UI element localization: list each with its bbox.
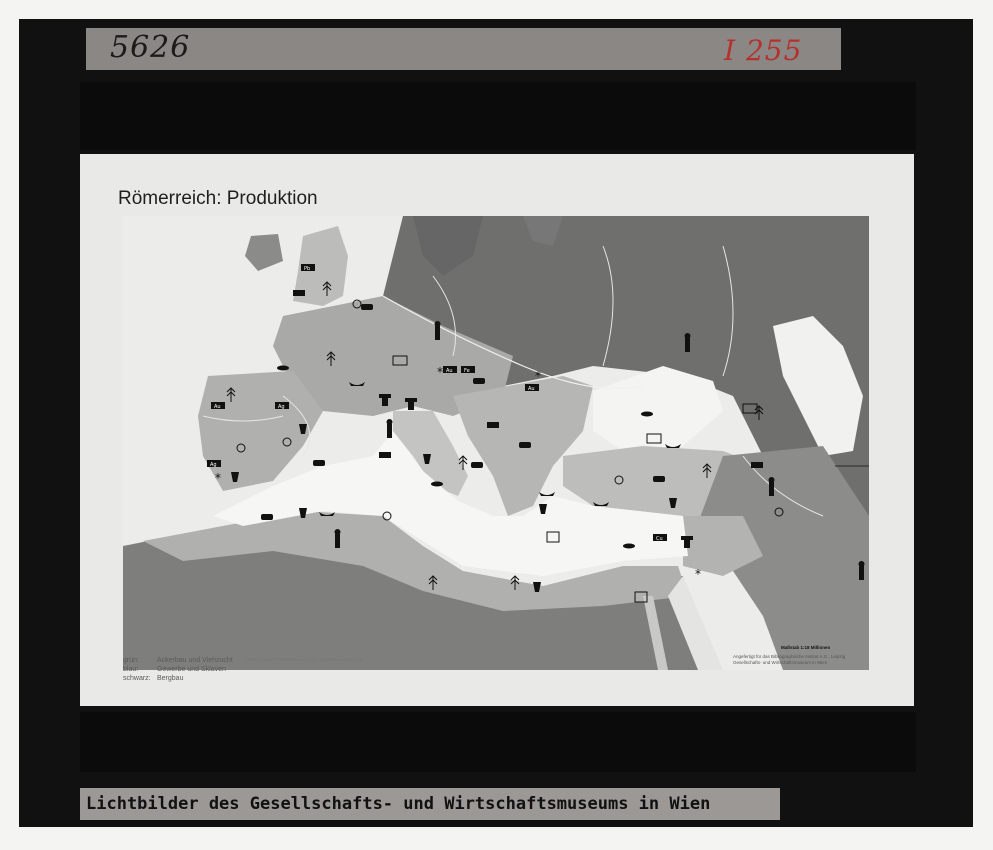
map-legend: [123, 656, 233, 683]
border-note: Grenzen des Römerreiches in seiner größten Ausdehnung: [246, 657, 363, 662]
map-svg: [123, 216, 869, 670]
svg-text:*: *: [695, 567, 701, 581]
bottom-caption: Lichtbilder des Gesellschafts- und Wirtschaftsmuseums in Wien: [80, 788, 780, 820]
person-icon: [435, 326, 440, 340]
mask-top: [80, 82, 916, 150]
svg-text:Au: Au: [214, 404, 221, 410]
cattle-icon: [361, 304, 373, 310]
scale-note: Maßstab 1:18 Millionen: [781, 645, 831, 650]
legend-row: blau: Gewerbe und Sklaven: [123, 666, 226, 673]
svg-text:Fe: Fe: [464, 368, 470, 374]
fish-icon: [277, 366, 289, 371]
credit-text: Angefertigt für das Bibliographische Institut A.G., Leipzig Gesellschafts- und Wirtschaftsmuseum in Wien: [733, 654, 846, 665]
svg-text:Au: Au: [528, 386, 535, 392]
svg-text:Cu: Cu: [656, 536, 663, 542]
mine-icon: [293, 290, 305, 296]
legend-row: grün: Ackerbau und Viehzucht: [123, 657, 233, 664]
svg-text:*: *: [215, 471, 221, 485]
svg-text:Pb: Pb: [304, 266, 311, 272]
legend-row: schwarz: Bergbau: [123, 675, 184, 682]
map-title: Römerreich: Produktion: [118, 188, 318, 209]
svg-text:Ag: Ag: [278, 404, 285, 410]
catalog-number: 5626: [110, 30, 191, 65]
map-area: [123, 216, 869, 670]
svg-text:Ag: Ag: [210, 462, 217, 468]
svg-text:*: *: [535, 369, 541, 383]
star-icon: *: [437, 365, 443, 379]
svg-text:Au: Au: [446, 368, 453, 374]
mask-bottom: [80, 712, 916, 772]
inventory-number: I 255: [724, 34, 803, 67]
